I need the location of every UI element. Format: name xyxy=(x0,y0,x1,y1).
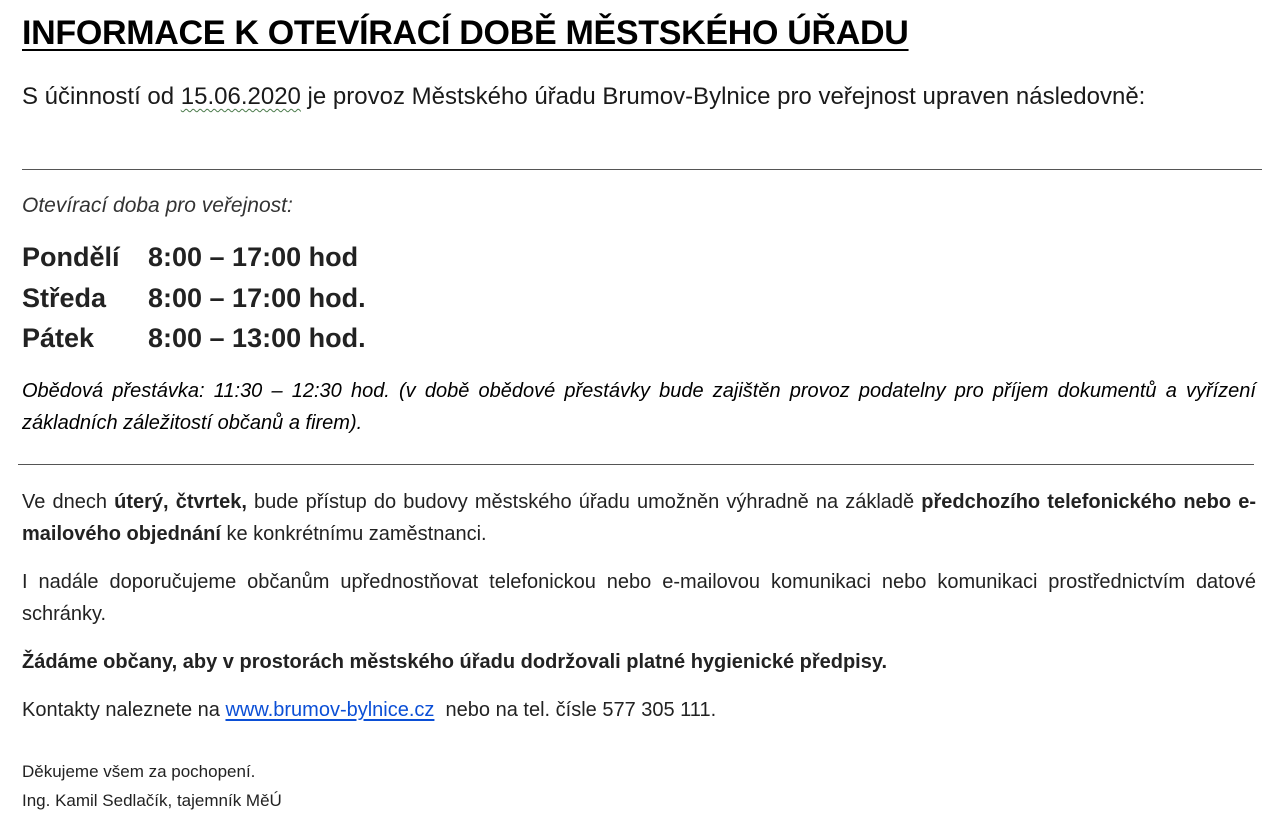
page-title: INFORMACE K OTEVÍRACÍ DOBĚ MĚSTSKÉHO ÚŘADU xyxy=(22,14,909,52)
access-paragraph xyxy=(22,486,1256,550)
access-text: bude přístup do budovy městského úřadu umožněn výhradně na základě xyxy=(246,491,922,513)
hours-time: 8:00 – 17:00 hod. xyxy=(148,283,366,313)
intro-date: 15.06.2020 xyxy=(180,83,301,110)
divider-top xyxy=(22,169,1262,170)
access-text: Ve dnech xyxy=(22,491,115,513)
hours-row-friday xyxy=(22,323,366,359)
lunch-break-note: Obědová přestávka: 11:30 – 12:30 hod. (v době obědové přestávky bude zajištěn provoz podatelny pro příjem dokumentů a vyřízení základních záležitostí občanů a firem). xyxy=(22,380,1256,434)
hours-day: Pondělí xyxy=(22,242,120,272)
contacts-phone-text: nebo na tel. čísle 577 305 111. xyxy=(434,699,717,721)
hygiene-paragraph: Žádáme občany, aby v prostorách městského úřadu dodržovali platné hygienické předpisy. xyxy=(22,651,888,673)
access-days: úterý, čtvrtek, xyxy=(114,491,247,513)
intro-text-before-date: S účinností od xyxy=(22,83,181,110)
hours-time: 8:00 – 17:00 hod xyxy=(148,242,359,272)
recommendation-paragraph: I nadále doporučujeme občanům upřednostňovat telefonickou nebo e-mailovou komunikaci nebo komunikaci prostřednictvím datové schránky. xyxy=(22,571,1256,625)
closing-signature: Ing. Kamil Sedlačík, tajemník MěÚ xyxy=(22,791,282,810)
hours-day: Pátek xyxy=(22,323,95,353)
hours-row-wednesday xyxy=(22,283,366,319)
intro-paragraph xyxy=(22,80,1256,114)
intro-text-after-date: je provoz Městského úřadu Brumov-Bylnice pro veřejnost upraven následovně: xyxy=(300,83,1146,110)
closing-thanks: Děkujeme všem za pochopení. xyxy=(22,762,256,781)
contacts-text: Kontakty naleznete na xyxy=(22,699,226,721)
divider-middle xyxy=(18,464,1254,465)
hours-time: 8:00 – 13:00 hod. xyxy=(148,323,366,353)
hours-day: Středa xyxy=(22,283,107,313)
opening-hours-label: Otevírací doba pro veřejnost: xyxy=(22,194,293,217)
access-booking-requirement: předchozího telefonického nebo e-mailového objednání xyxy=(22,491,1257,545)
contacts-paragraph xyxy=(22,694,1256,726)
access-text: ke konkrétnímu zaměstnanci. xyxy=(220,523,487,545)
hours-row-monday xyxy=(22,242,358,278)
website-link[interactable]: www.brumov-bylnice.cz xyxy=(225,699,435,721)
